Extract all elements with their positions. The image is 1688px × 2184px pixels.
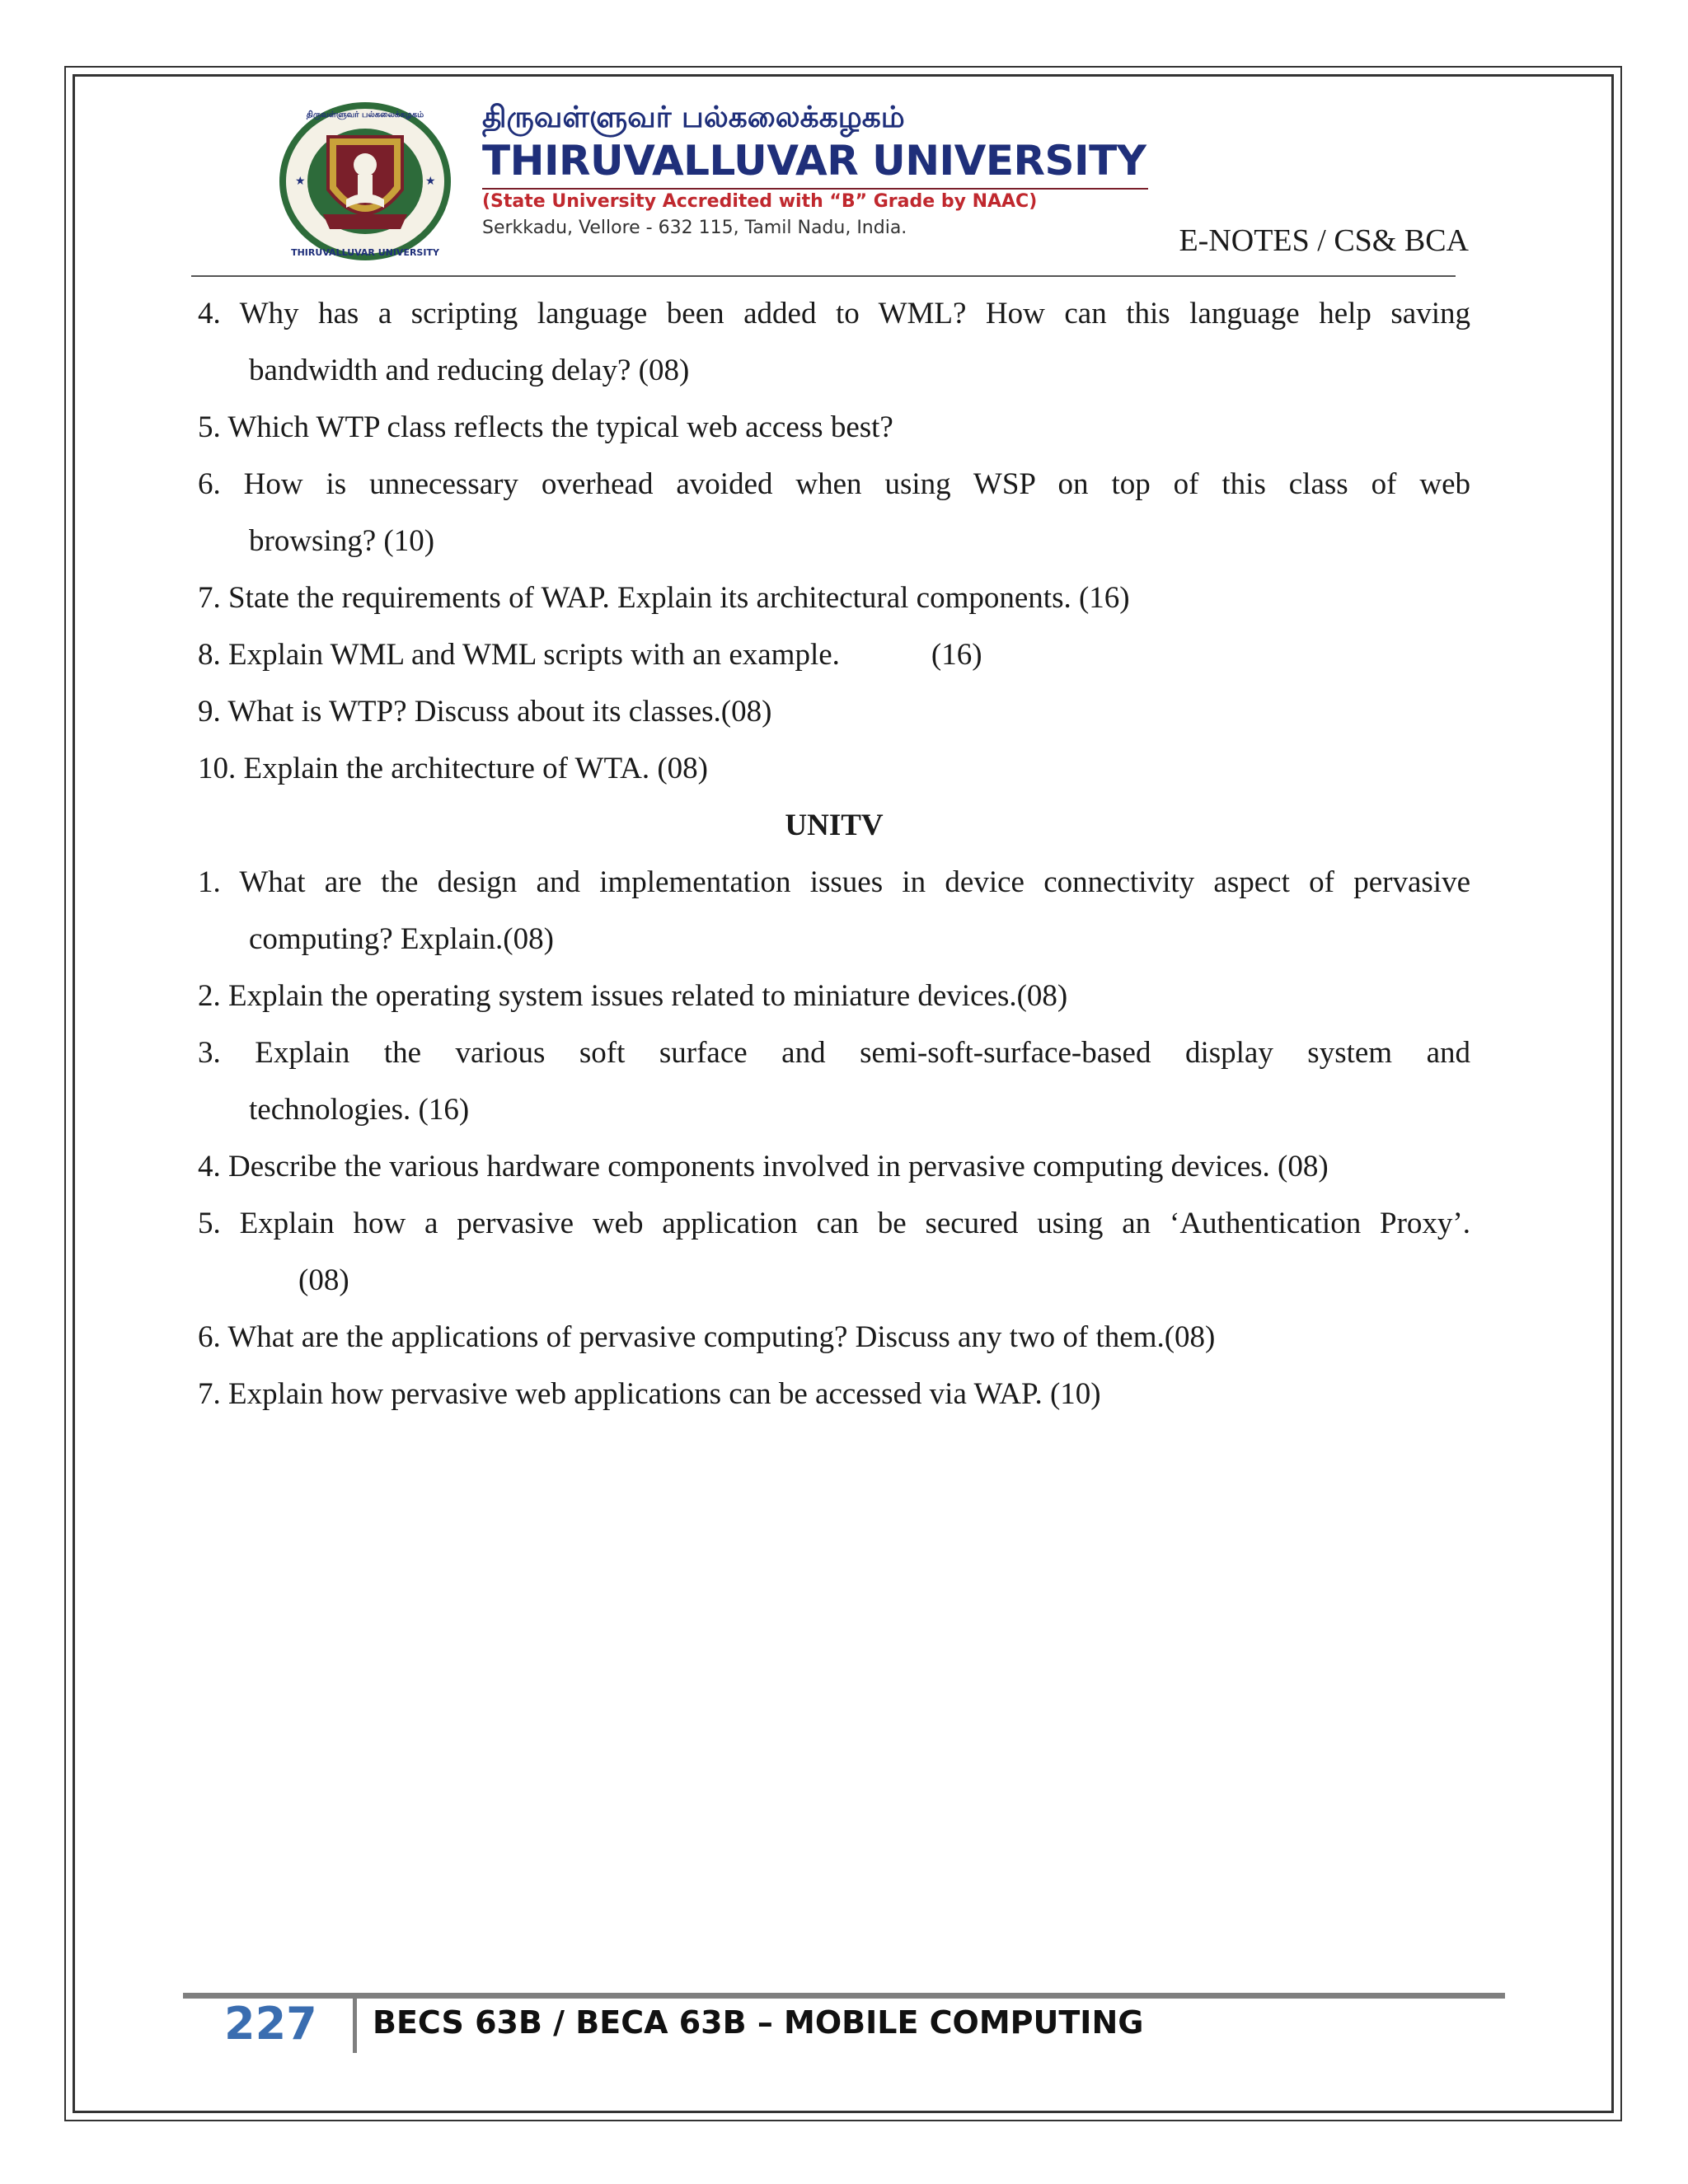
page-number: 227 <box>224 1998 317 2050</box>
question-u5-5-cont: (08) <box>298 1263 349 1297</box>
question-u4-9: 9. What is WTP? Discuss about its classes.(08) <box>198 695 772 729</box>
question-u5-1-cont: computing? Explain.(08) <box>249 922 554 956</box>
question-u5-7: 7. Explain how pervasive web applications can be accessed via WAP. (10) <box>198 1377 1101 1411</box>
header-divider <box>191 275 1456 277</box>
unit-heading: UNITV <box>785 808 884 842</box>
question-u4-5: 5. Which WTP class reflects the typical web access best? <box>198 410 893 444</box>
question-u4-4-cont: bandwidth and reducing delay? (08) <box>249 354 690 387</box>
question-u5-6: 6. What are the applications of pervasive computing? Discuss any two of them.(08) <box>198 1320 1216 1354</box>
question-u5-3-cont: technologies. (16) <box>249 1093 470 1127</box>
university-name: THIRUVALLUVAR UNIVERSITY <box>482 137 1146 185</box>
question-u5-2: 2. Explain the operating system issues related to miniature devices.(08) <box>198 979 1068 1013</box>
university-address: Serkkadu, Vellore - 632 115, Tamil Nadu, India. <box>482 218 907 238</box>
seal-star-left: ★ <box>295 175 306 188</box>
university-seal-logo <box>277 99 453 264</box>
brand-divider <box>482 188 1148 190</box>
question-u4-8: 8. Explain WML and WML scripts with an example. (16) <box>198 638 982 672</box>
seal-star-right: ★ <box>425 175 436 188</box>
university-name-tamil: திருவள்ளுவர் பல்கலைக்கழகம் <box>482 101 905 134</box>
question-u4-6: 6. How is unnecessary overhead avoided when using WSP on top of this class of web <box>198 467 1470 501</box>
seal-text-bottom: THIRUVALLUVAR UNIVERSITY <box>291 247 439 258</box>
seal-text-top: திருவள்ளுவர் பல்கலைக்கழகம் <box>306 110 424 120</box>
question-u4-10: 10. Explain the architecture of WTA. (08) <box>198 752 708 785</box>
question-u5-4: 4. Describe the various hardware components involved in pervasive computing devices. (08) <box>198 1150 1329 1183</box>
footer-divider <box>183 1993 1505 1999</box>
question-list <box>198 285 1470 1422</box>
question-u5-5: 5. Explain how a pervasive web application can be secured using an ‘Authentication Proxy’. <box>198 1207 1470 1240</box>
accreditation-text: (State University Accredited with “B” Grade by NAAC) <box>482 191 1038 212</box>
question-u5-1: 1. What are the design and implementation issues in device connectivity aspect of pervasive <box>198 865 1470 899</box>
question-u4-7: 7. State the requirements of WAP. Explain its architectural components. (16) <box>198 581 1130 615</box>
question-u4-4: 4. Why has a scripting language been added to WML? How can this language help saving <box>198 297 1470 330</box>
doc-label: E-NOTES / CS& BCA <box>1179 223 1469 258</box>
question-u5-3: 3. Explain the various soft surface and semi-soft-surface-based display system and <box>198 1036 1470 1070</box>
course-title: BECS 63B / BECA 63B – MOBILE COMPUTING <box>373 2004 1144 2041</box>
footer-vertical-divider <box>353 1999 357 2053</box>
question-u4-6-cont: browsing? (10) <box>249 524 435 558</box>
